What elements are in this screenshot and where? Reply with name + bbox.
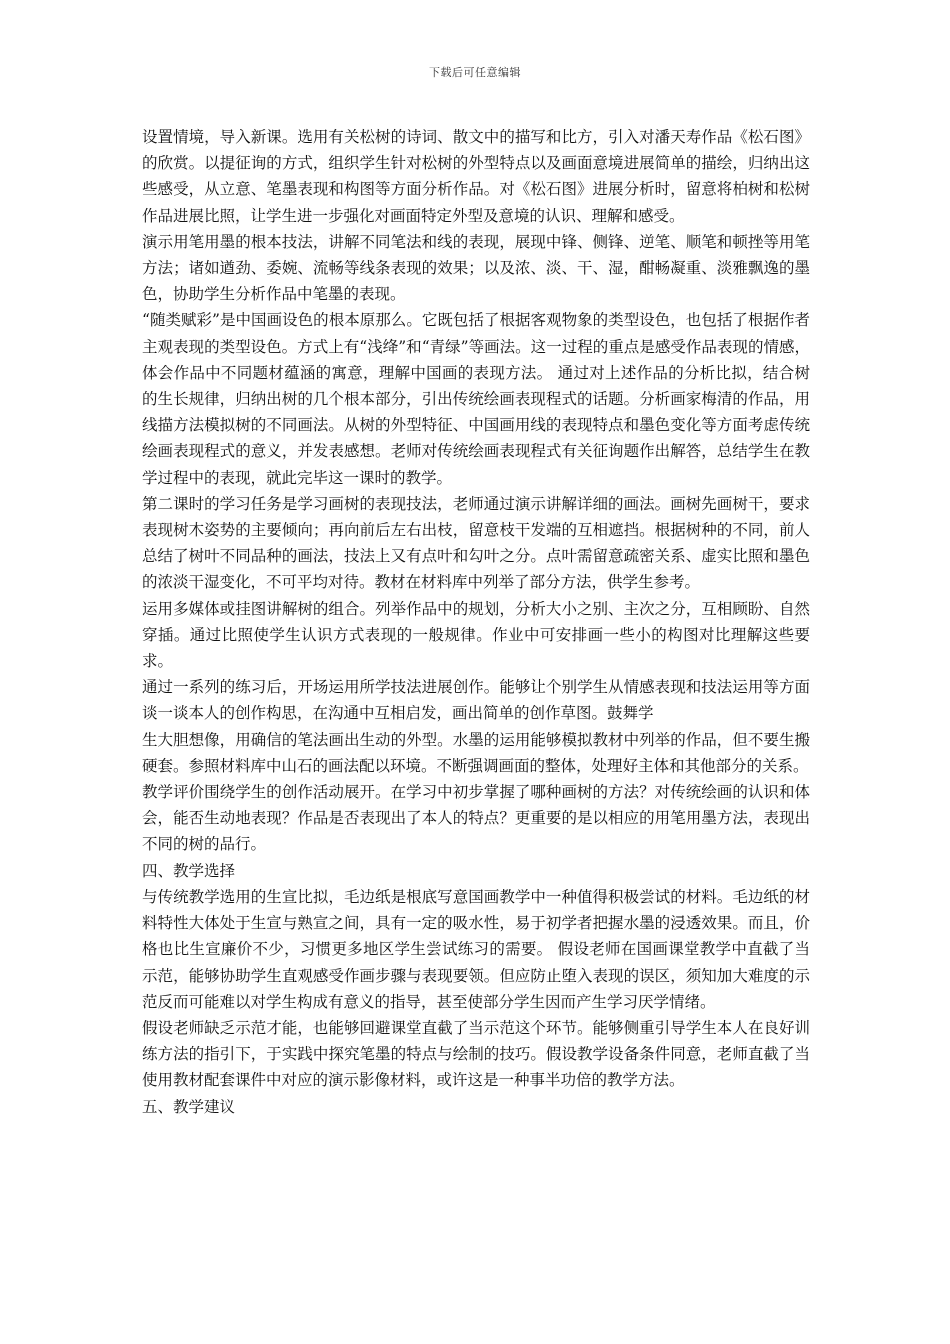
document-body — [142, 124, 810, 1120]
section-heading-teaching-suggestions: 五、教学建议 — [142, 1097, 236, 1116]
paragraph-creation-cont: 生大胆想像，用确信的笔法画出生动的外型。水墨的运用能够模拟教材中列举的作品，但不要生搬硬套。参照材料库中山石的画法配以环境。不断强调画面的整体，处理好主体和其他部分的关系。 — [142, 730, 810, 775]
paragraph-evaluation: 教学评价围绕学生的创作活动展开。在学习中初步掌握了哪种画树的方法？对传统绘画的认识和体会，能否生动地表现？作品是否表现出了本人的特点？更重要的是以相应的用笔用墨方法，表现出不同的树的品行。 — [142, 783, 810, 854]
section-heading-teaching-choice: 四、教学选择 — [142, 861, 236, 880]
paragraph-creation: 通过一系列的练习后，开场运用所学技法进展创作。能够让个别学生从情感表现和技法运用等方面谈一谈本人的创作构思，在沟通中互相启发，画出简单的创作草图。鼓舞学 — [142, 678, 810, 723]
paragraph-paper-choice: 与传统教学选用的生宣比拟，毛边纸是根底写意国画教学中一种值得积极尝试的材料。毛边纸的材料特性大体处于生宣与熟宣之间，具有一定的吸水性，易于初学者把握水墨的浸透效果。而且，价格也比生宣廉价不少，习惯更多地区学生尝试练习的需要。 假设老师在国画课堂教学中直截了当示范，能够协助学生直观感受作画步骤与表现要领。但应防止堕入表现的误区，须知加大难度的示范反而可能难以对学生构成有意义的指导，甚至使部分学生因而产生学习厌学情绪。 — [142, 887, 810, 1011]
paragraph-coloring: “随类赋彩”是中国画设色的根本原那么。它既包括了根据客观物象的类型设色，也包括了根据作者主观表现的类型设色。方式上有“浅绛”和“青绿”等画法。这一过程的重点是感受作品表现的情感，体会作品中不同题材蕴涵的寓意，理解中国画的表现方法。 通过对上述作品的分析比拟，结合树的生长规律，归纳出树的几个根本部分，引出传统绘画表现程式的话题。分析画家梅清的作品，用线描方法模拟树的不同画法。从树的外型特征、中国画用线的表现特点和墨色变化等方面考虑传统绘画表现程式的意义，并发表感想。老师对传统绘画表现程式有关征询题作出解答，总结学生在教学过程中的表现，就此完毕这一课时的教学。 — [142, 311, 810, 487]
paragraph-demonstration: 假设老师缺乏示范才能，也能够回避课堂直截了当示范这个环节。能够侧重引导学生本人在良好训练方法的指引下，于实践中探究笔墨的特点与绘制的技巧。假设教学设备条件同意，老师直截了当使用教材配套课件中对应的演示影像材料，或许这是一种事半功倍的教学方法。 — [142, 1018, 810, 1090]
page-header: 下载后可任意编辑 — [429, 66, 521, 79]
paragraph-brush-ink: 演示用笔用墨的根本技法，讲解不同笔法和线的表现，展现中锋、侧锋、逆笔、顺笔和顿挫等用笔方法；诸如遒劲、委婉、流畅等线条表现的效果；以及浓、淡、干、湿，酣畅凝重、淡雅飘逸的墨色，协助学生分析作品中笔墨的表现。 — [142, 232, 810, 304]
paragraph-second-lesson: 第二课时的学习任务是学习画树的表现技法，老师通过演示讲解详细的画法。画树先画树干，要求表现树木姿势的主要倾向；再向前后左右出枝，留意枝干发端的互相遮挡。根据树种的不同，前人总结了树叶不同品种的画法，技法上又有点叶和勾叶之分。点叶需留意疏密关系、虚实比照和墨色的浓淡干湿变化，不可平均对待。教材在材料库中列举了部分方法，供学生参考。 — [142, 494, 810, 592]
paragraph-multimedia: 运用多媒体或挂图讲解树的组合。列举作品中的规划，分析大小之别、主次之分，互相顾盼、自然穿插。通过比照使学生认识方式表现的一般规律。作业中可安排画一些小的构图对比理解这些要求。 — [142, 599, 810, 671]
paragraph-situation: 设置情境，导入新课。选用有关松树的诗词、散文中的描写和比方，引入对潘天寿作品《松石图》的欣赏。以提征询的方式，组织学生针对松树的外型特点以及画面意境进展简单的描绘，归纳出这些感受，从立意、笔墨表现和构图等方面分析作品。对《松石图》进展分析时，留意将柏树和松树作品进展比照，让学生进一步强化对画面特定外型及意境的认识、理解和感受。 — [142, 128, 810, 225]
